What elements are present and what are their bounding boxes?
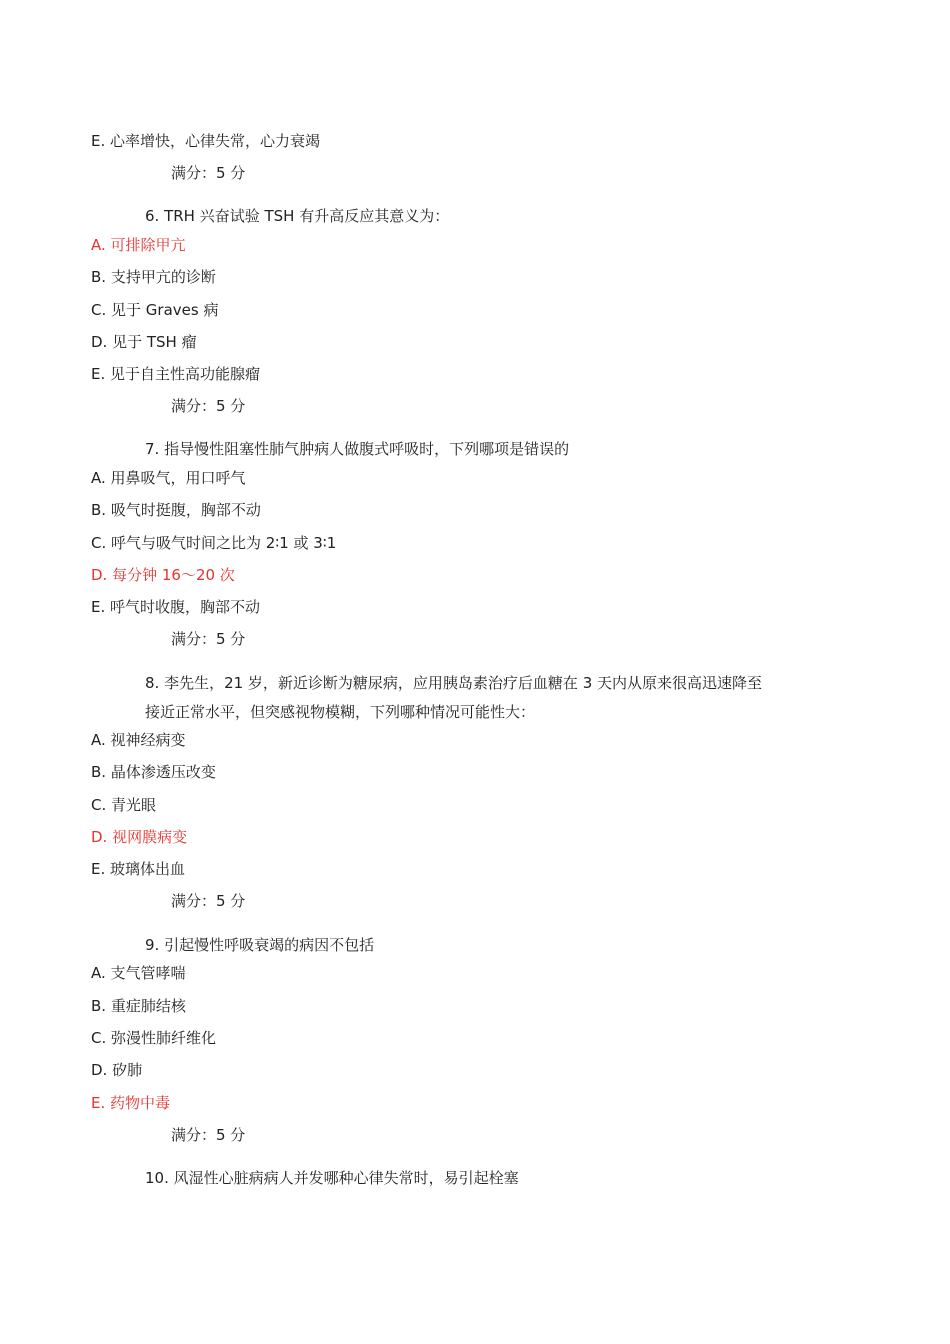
question-9-option-d: D. 矽肺 bbox=[91, 1061, 143, 1079]
question-7-stem: 7. 指导慢性阻塞性肺气肿病人做腹式呼吸时，下列哪项是错误的 bbox=[145, 440, 570, 458]
question-7-option-e: E. 呼气时收腹，胸部不动 bbox=[91, 598, 261, 616]
question-6-option-d: D. 见于 TSH 瘤 bbox=[91, 333, 197, 351]
score-previous: 满分：5 分 bbox=[171, 164, 246, 182]
question-9-stem: 9. 引起慢性呼吸衰竭的病因不包括 bbox=[145, 936, 375, 954]
question-6-stem: 6. TRH 兴奋试验 TSH 有升高反应其意义为： bbox=[145, 207, 450, 225]
question-8-stem-continued: 接近正常水平，但突感视物模糊，下列哪种情况可能性大： bbox=[145, 703, 536, 721]
question-8-stem: 8. 李先生，21 岁，新近诊断为糖尿病，应用胰岛素治疗后血糖在 3 天内从原来很高迅速降至 bbox=[145, 674, 763, 692]
question-10-stem: 10. 风湿性心脏病病人并发哪种心律失常时，易引起栓塞 bbox=[145, 1169, 519, 1187]
question-8-option-d: D. 视网膜病变 bbox=[91, 828, 188, 846]
question-7-option-d: D. 每分钟 16～20 次 bbox=[91, 566, 235, 584]
question-8-score: 满分：5 分 bbox=[171, 892, 246, 910]
question-8-option-e: E. 玻璃体出血 bbox=[91, 860, 186, 878]
question-7-option-a: A. 用鼻吸气，用口呼气 bbox=[91, 469, 246, 487]
option-e-previous: E. 心率增快，心律失常，心力衰竭 bbox=[91, 132, 321, 150]
question-6-option-c: C. 见于 Graves 病 bbox=[91, 301, 219, 319]
question-9-option-a: A. 支气管哮喘 bbox=[91, 964, 186, 982]
question-8-option-c: C. 青光眼 bbox=[91, 796, 157, 814]
question-9-score: 满分：5 分 bbox=[171, 1126, 246, 1144]
question-9-option-b: B. 重症肺结核 bbox=[91, 997, 186, 1015]
question-8-option-a: A. 视神经病变 bbox=[91, 731, 186, 749]
question-9-option-c: C. 弥漫性肺纤维化 bbox=[91, 1029, 217, 1047]
question-6-option-e: E. 见于自主性高功能腺瘤 bbox=[91, 365, 261, 383]
question-6-option-b: B. 支持甲亢的诊断 bbox=[91, 268, 216, 286]
question-8-option-b: B. 晶体渗透压改变 bbox=[91, 763, 216, 781]
question-9-option-e: E. 药物中毒 bbox=[91, 1094, 171, 1112]
question-7-option-c: C. 呼气与吸气时间之比为 2∶1 或 3∶1 bbox=[91, 534, 337, 552]
question-7-score: 满分：5 分 bbox=[171, 630, 246, 648]
question-6-score: 满分：5 分 bbox=[171, 397, 246, 415]
question-7-option-b: B. 吸气时挺腹，胸部不动 bbox=[91, 501, 261, 519]
question-6-option-a: A. 可排除甲亢 bbox=[91, 236, 186, 254]
